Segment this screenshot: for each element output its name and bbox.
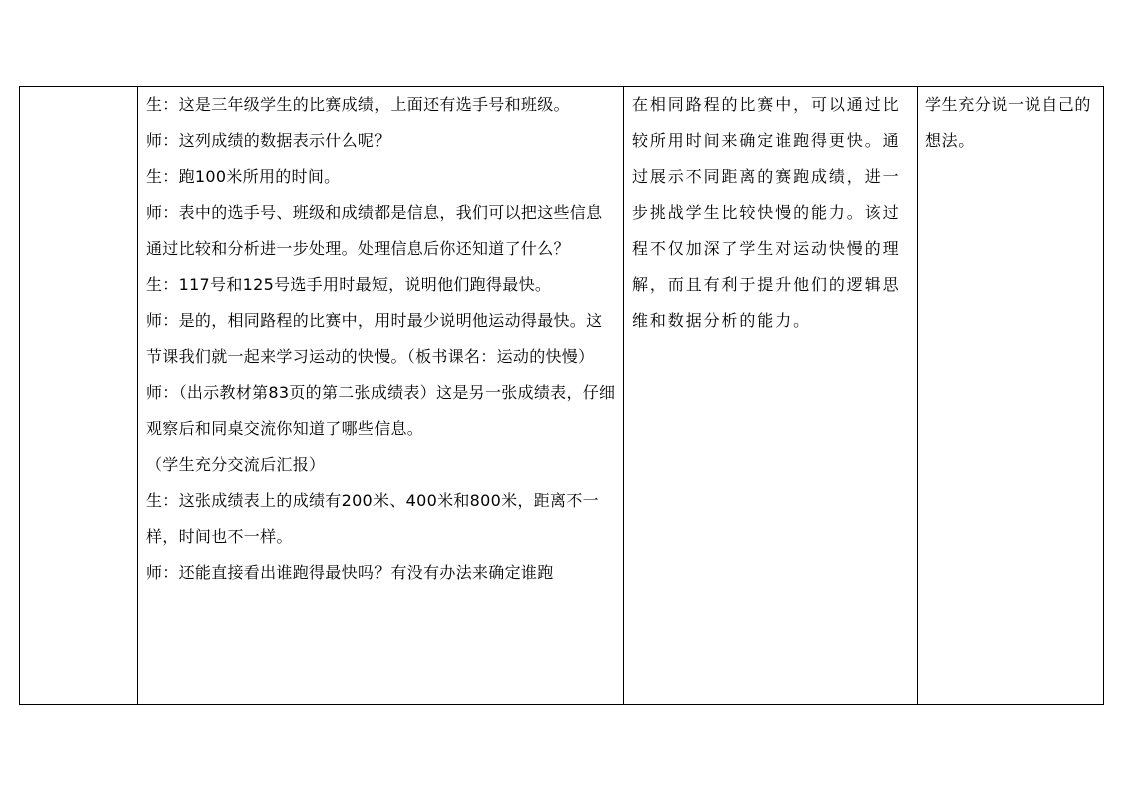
design-intent-text: 在相同路程的比赛中，可以通过比较所用时间来确定谁跑得更快。通过展示不同距离的赛跑成绩，进一步挑战学生比较快慢的能力。该过程不仅加深了学生对运动快慢的理解，而且有利于提升他们的逻辑思维和数据分析的能力。 — [632, 95, 901, 330]
teaching-process-cell — [138, 87, 624, 705]
dialogue-line: 师：（出示教材第83页的第二张成绩表）这是另一张成绩表，仔细观察后和同桌交流你知道了哪些信息。 — [146, 383, 616, 438]
design-intent-cell — [624, 87, 918, 705]
dialogue-line: 生：117号和125号选手用时最短，说明他们跑得最快。 — [146, 275, 552, 294]
dialogue-line: （学生充分交流后汇报） — [146, 455, 326, 474]
student-activity-text: 学生充分说一说自己的想法。 — [925, 95, 1092, 150]
dialogue-line: 生：这张成绩表上的成绩有200米、400米和800米，距离不一样，时间也不一样。 — [146, 491, 599, 546]
dialogue-line: 生：跑100米所用的时间。 — [146, 167, 341, 186]
dialogue-line: 生：这是三年级学生的比赛成绩，上面还有选手号和班级。 — [146, 95, 570, 114]
student-activity-cell — [918, 87, 1104, 705]
dialogue-list — [138, 87, 623, 591]
dialogue-line: 师：这列成绩的数据表示什么呢？ — [146, 131, 391, 150]
stage-cell — [20, 87, 138, 705]
lesson-plan-table — [19, 86, 1104, 705]
dialogue-line: 师：还能直接看出谁跑得最快吗？有没有办法来确定谁跑 — [146, 563, 554, 582]
dialogue-line: 师：是的，相同路程的比赛中，用时最少说明他运动得最快。这节课我们就一起来学习运动的快慢。（板书课名：运动的快慢） — [146, 311, 603, 366]
table-row — [20, 87, 1104, 705]
dialogue-line: 师：表中的选手号、班级和成绩都是信息，我们可以把这些信息通过比较和分析进一步处理。处理信息后你还知道了什么？ — [146, 203, 603, 258]
